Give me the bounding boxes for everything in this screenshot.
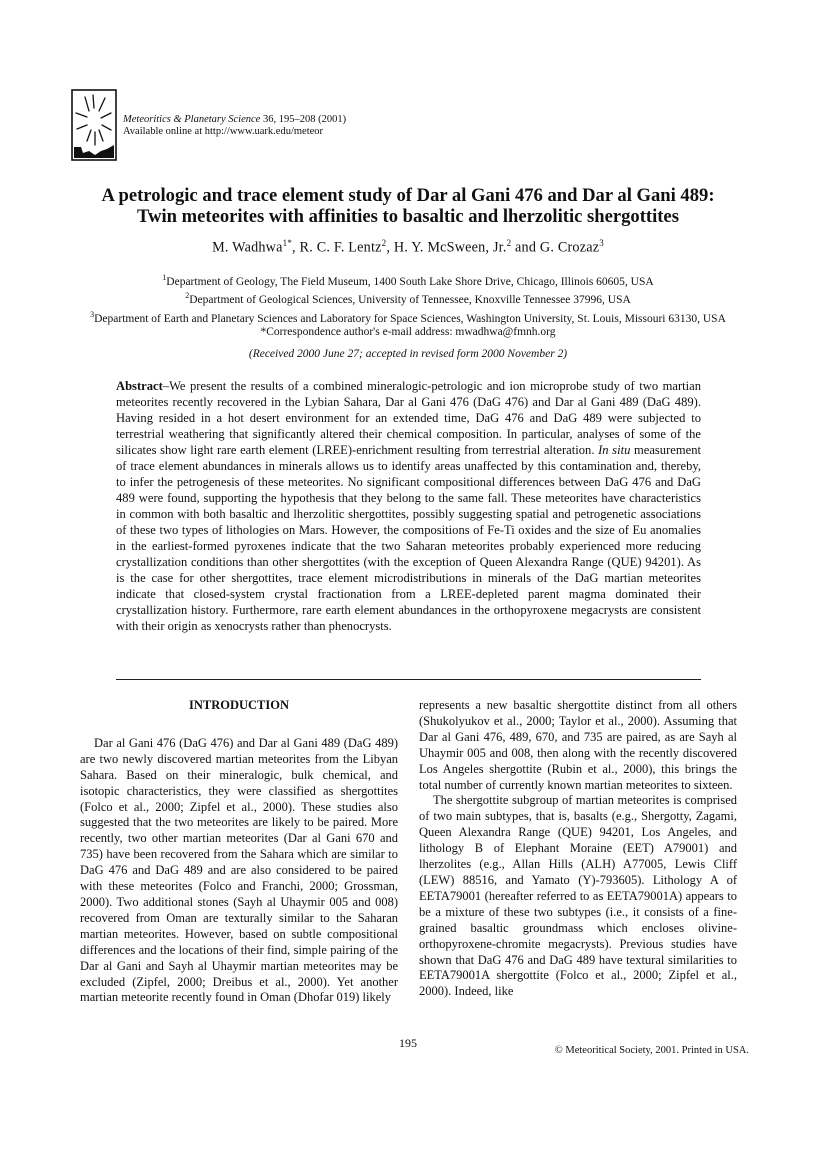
author-sep: , (386, 239, 394, 256)
copyright-notice: © Meteoritical Society, 2001. Printed in USA. (554, 1045, 749, 1056)
intro-paragraph-3: The shergottite subgroup of martian meteorites is comprised of two main subtypes, that is, basalts (e.g., Shergotty, Zagami, Queen Alexandra Range (QUE) 94201, Los Angeles, and lithology B of Elephant Moraine (EET) A79001) and lherzolites (e.g., Allan Hills (ALH) A77005, Lewis Cliff (LEW) 88516, and Yamato (Y)-793605). Lithology A of EETA79001 (hereafter referred to as EETA79001A) appears to be a mixture of these two subtypes (i.e., it consists of a fine-grained basaltic groundmass which encloses olivine-orthopyroxene-chromite megacrysts). Previous studies have shown that DaG 476 and DaG 489 have textural similarities to EETA79001A shergottite (Folco et al., 2000; Zipfel et al., 2000). Indeed, like (419, 793, 737, 999)
title-line-1: A petrologic and trace element study of Dar al Gani 476 and Dar al Gani 489: (101, 185, 715, 206)
journal-citation (123, 114, 346, 126)
author-2: R. C. F. Lentz (299, 239, 382, 256)
intro-paragraph-2: represents a new basaltic shergottite distinct from all others (Shukolyukov et al., 2000; Taylor et al., 2000). Assuming that Dar al Gani 476, 489, 670, and 735 are paired, as are Sayh al Uhaymir 005 and 008, then along with the recently discovered Los Angeles shergottite (Rubin et al., 2000), this brings the total number of currently known martian meteorites to sixteen. (419, 698, 737, 792)
affiliation-2 (40, 289, 776, 307)
author-4: G. Crozaz (539, 239, 600, 256)
received-dates: (Received 2000 June 27; accepted in revised form 2000 November 2) (248, 348, 568, 360)
author-list (40, 238, 776, 257)
journal-info (123, 114, 346, 138)
left-column (80, 698, 398, 1006)
journal-volume: 36, 195–208 (2001) (260, 114, 347, 125)
article-title (40, 185, 776, 227)
abstract-bottom-rule (116, 679, 701, 680)
affiliation-1-marker: 1 (162, 273, 167, 282)
abstract (116, 378, 701, 634)
author-sep: , (292, 239, 300, 256)
section-heading: INTRODUCTION (188, 698, 289, 712)
affiliation-3-marker: 3 (90, 309, 95, 319)
author-3-affil: 2 (506, 238, 512, 248)
affiliation-2-text: Department of Geological Sciences, University of Tennessee, Knoxville Tennessee 37996, USA (189, 294, 631, 307)
author-4-affil: 3 (599, 238, 604, 248)
author-2-affil: 2 (381, 238, 387, 248)
journal-url: Available online at http://www.uark.edu/meteor (123, 126, 324, 137)
author-sep: and (511, 239, 540, 256)
journal-name: Meteoritics & Planetary Science (123, 114, 261, 125)
abstract-label: Abstract (116, 379, 163, 393)
affiliations (40, 271, 776, 340)
author-1-affil: 1* (282, 238, 293, 248)
title-line-2: Twin meteorites with affinities to basaltic and lherzolitic shergottites (137, 206, 679, 227)
abstract-text-1: –We present the results of a combined mineralogic-petrologic and ion microprobe study of two martian meteorites recently recovered in the Lybian Sahara, Dar al Gani 476 (DaG 476) and Dar al Gani 489 (DaG 489). Having resided in a hot desert environment for an extended time, DaG 476 and DaG 489 were subjected to terrestrial weathering that significantly altered their chemical composition. In particular, analyses of some of the silicates show light rare earth element (LREE)-enrichment resulting from terrestrial alteration. (116, 379, 701, 457)
page-number: 195 (399, 1036, 417, 1050)
affiliation-1-text: Department of Geology, The Field Museum, 1400 South Lake Shore Drive, Chicago, Illinois 60605, USA (166, 275, 654, 288)
intro-paragraph-1: Dar al Gani 476 (DaG 476) and Dar al Gani 489 (DaG 489) are two newly discovered martian meteorites from the Libyan Sahara. Based on their mineralogic, bulk chemical, and isotopic characteristics, they were classified as shergottites (Folco et al., 2000; Zipfel et al., 2000). These studies also suggested that the two meteorites are likely to be paired. More recently, two other martian meteorites (Dar al Gani 670 and 735) have been recovered from the Sahara which are similar to DaG 476 and DaG 489 and are also considered to be paired with these meteorites (Folco and Franchi, 2000; Grossman, 2000). Two additional stones (Sayh al Uhaymir 005 and 008) recovered from Oman are texturally similar to the Saharan martian meteorites. However, based on subtle compositional differences and the locations of their find, simple pairing of the Dar al Gani and Sayh al Uhaymir martian meteorites may be excluded (Zipfel, 2000; Dreibus et al., 2000). Yet another martian meteorite recently found in Oman (Dhofar 019) likely (80, 735, 398, 1005)
abstract-text-2: measurement of trace element abundances in minerals allows us to identify areas unaffected by this contamination and, thereby, to infer the petrogenesis of these meteorites. No significant compositional differences between DaG 476 and DaG 489 were found, supporting the hypothesis that they belong to the same fall. These meteorites have characteristics in common with both basaltic and lherzolitic shergottites, possibly suggesting spatial and petrogenetic associations of these two types of lithologies on Mars. However, the compositions of Fe-Ti oxides and the size of Eu anomalies in the earliest-formed pyroxenes indicate that the two Saharan meteorites probably experienced more reducing crystallization conditions than other shergottites (with the exception of Queen Alexandra Range (QUE) 94201). As is the case for other shergottites, trace element microdistributions in minerals of the DaG martian meteorites indicate that closed-system crystal fractionation from a LREE-depleted parent magma dominated their crystallization history. Furthermore, rare earth element abundances in the orthopyroxene megacrysts are consistent with their origin as xenocrysts rather than phenocrysts. (116, 443, 701, 633)
affiliation-1 (40, 271, 776, 289)
right-column (419, 698, 737, 1000)
author-1: M. Wadhwa (212, 239, 283, 256)
affiliation-3-text: Department of Earth and Planetary Sciences and Laboratory for Space Sciences, Washington University, St. Louis, Missouri 63130, USA (94, 312, 726, 325)
affiliation-2-marker: 2 (185, 291, 190, 301)
abstract-insitu: In situ (598, 443, 631, 457)
affiliation-3 (40, 308, 776, 326)
journal-logo (71, 89, 117, 161)
author-3: H. Y. McSween, Jr. (393, 239, 507, 256)
correspondence: *Correspondence author's e-mail address: mwadhwa@fmnh.org (260, 326, 556, 339)
